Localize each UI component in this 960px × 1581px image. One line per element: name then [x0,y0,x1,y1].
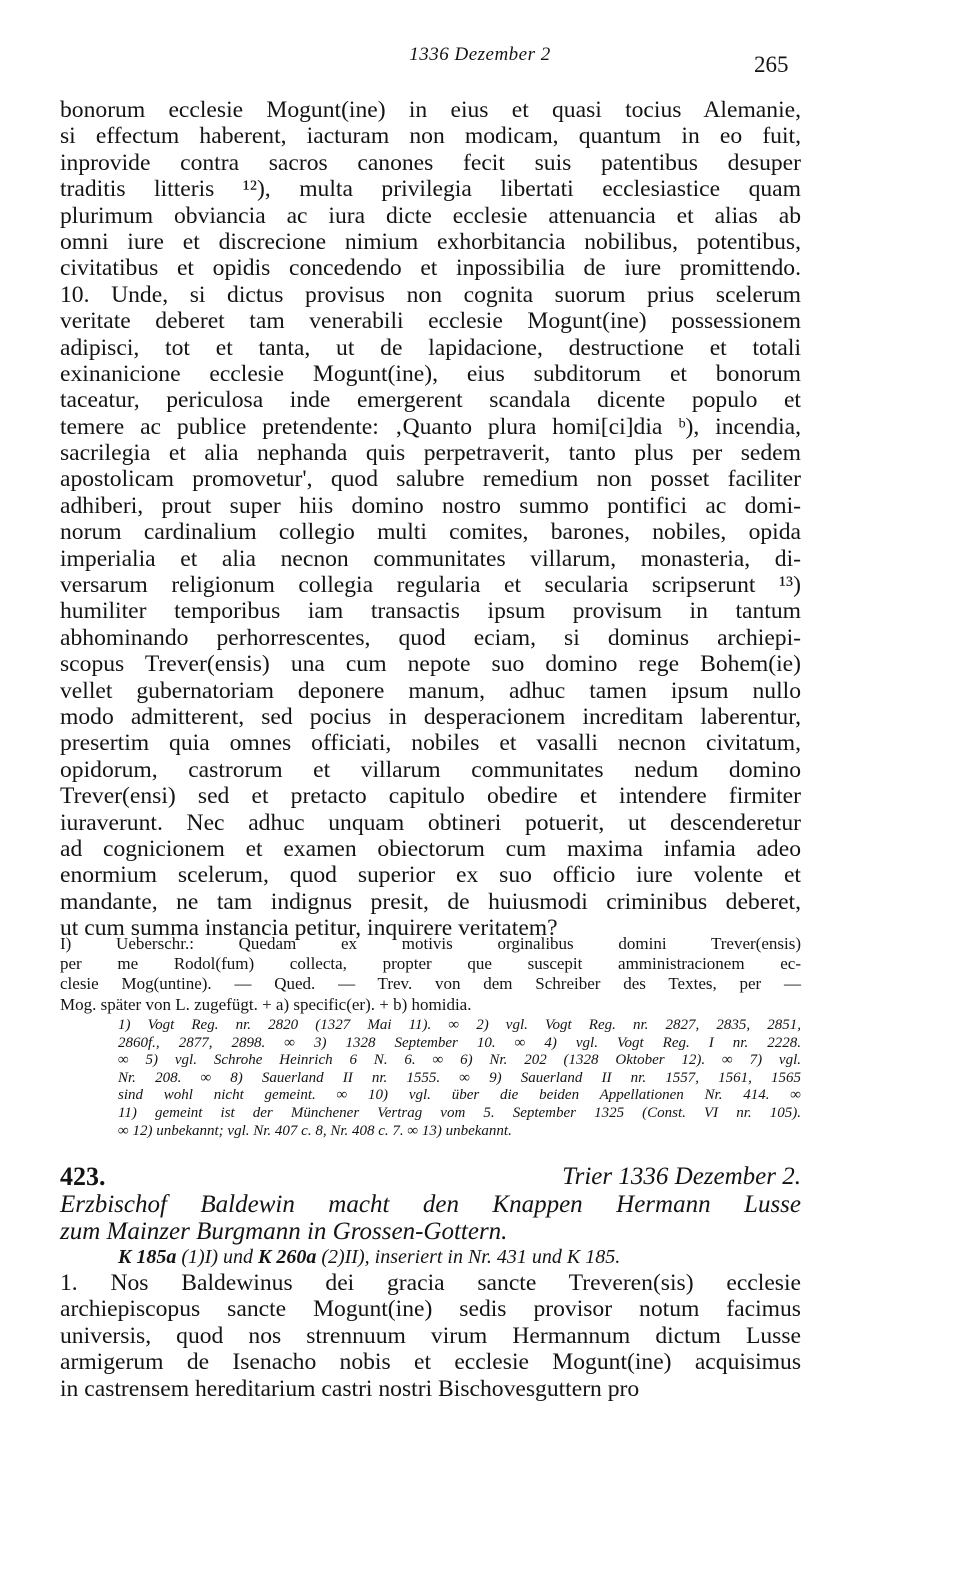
main-text-line: si effectum haberent, iacturam non modicam, quantum in eo fuit, [60,123,801,150]
main-text-line: inprovide contra sacros canones fecit suis patentibus desuper [60,149,801,176]
main-text-block [60,97,801,942]
doc-text-line: in castrensem hereditarium castri nostri Bischovesguttern pro [60,1375,640,1402]
main-text-line: iuraverunt. Nec adhuc unquam obtineri potuerit, ut descenderetur [60,809,801,836]
source-ref-1: K 185a [118,1246,177,1268]
source-ref-2-note: (2)II), [316,1246,370,1268]
main-text-line: versarum religionum collegia regularia et secularia scripserunt ¹³) [60,572,801,599]
main-text-line: traditis litteris ¹²), multa privilegia libertati ecclesiastice quam [60,176,801,203]
source-ref-joiner: und [217,1246,258,1268]
commentary-notes-line: Nr. 208. ∞ 8) Sauerland II nr. 1555. ∞ 9) Sauerland II nr. 1557, 1561, 1565 [118,1069,801,1086]
main-text-line: scopus Trever(ensis) una cum nepote suo domino rege Bohem(ie) [60,651,801,678]
textual-apparatus [60,934,801,1015]
document-text-block [60,1270,801,1402]
textual-notes-line: Mog. später von L. zugefügt. + a) specific(er). + b) homidia. [60,994,472,1014]
main-text-line: enormium scelerum, quod superior ex suo officio iure volente et [60,862,801,889]
doc-text-line: armigerum de Isenacho nobis et ecclesie Mogunt(ine) acquisimus [60,1349,801,1376]
main-text-line: apostolicam promovetur', quod salubre remedium non posset faciliter [60,466,801,493]
main-text-line: humiliter temporibus iam transactis ipsum provisum in tantum [60,598,801,625]
main-text-line: sacrilegia et alia nephanda quis perpetraverit, tanto plus per sedem [60,440,801,467]
main-text-line: veritate deberet tam venerabili ecclesie Mogunt(ine) possessionem [60,308,801,335]
main-text-line: norum cardinalium collegio multi comites, barones, nobiles, opida [60,519,801,546]
running-head: 1336 Dezember 2 [409,44,551,65]
source-reference [118,1245,801,1269]
commentary-notes-line: 11) gemeint ist der Münchener Vertrag vom 5. September 1325 (Const. VI nr. 105). [118,1104,801,1121]
doc-text-line: 1. Nos Baldewinus dei gracia sancte Treveren(sis) ecclesie [60,1270,801,1296]
main-text-line: plurimum obviancia ac iura dicte ecclesie attenuancia et alias ab [60,202,801,229]
document-place-date: Trier 1336 Dezember 2. [562,1163,801,1190]
main-text-line: Trever(ensi) sed et pretacto capitulo obedire et intendere firmiter [60,783,801,810]
textual-notes-line: clesie Mog(untine). — Qued. — Trev. von dem Schreiber des Textes, per — [60,974,801,994]
commentary-notes-line: sind wohl nicht gemeint. ∞ 10) vgl. über die beiden Appellationen Nr. 414. ∞ [118,1087,801,1104]
commentary-notes-line: ∞ 12) unbekannt; vgl. Nr. 407 c. 8, Nr. 408 c. 7. ∞ 13) unbekannt. [118,1122,512,1139]
main-text-line: ut cum summa instancia petitur, inquirere veritatem? [60,915,558,942]
main-text-line: bonorum ecclesie Mogunt(ine) in eius et quasi tocius Alemanie, [60,97,801,123]
main-text-line: temere ac publice pretendente: ‚Quanto plura homi[ci]dia ᵇ), incendia, [60,413,801,440]
main-text-line: 10. Unde, si dictus provisus non cognita suorum prius scelerum [60,281,801,308]
main-text-line: vellet gubernatoriam deponere manum, adhuc tamen ipsum nullo [60,677,801,704]
regest-line: Erzbischof Baldewin macht den Knappen Hermann Lusse [60,1191,801,1218]
textual-notes-line: I) Ueberschr.: Quedam ex motivis orginalibus domini Trever(ensis) [60,934,801,953]
main-text-line: mandante, ne tam indignus presit, de huiusmodi criminibus deberet, [60,888,801,915]
commentary-notes [118,1017,801,1140]
commentary-notes-line: 2860f., 2877, 2898. ∞ 3) 1328 September 10. ∞ 4) vgl. Vogt Reg. I nr. 2228. [118,1034,801,1051]
source-ref-1-note: (1)I) [176,1246,218,1268]
main-text-line: opidorum, castrorum et villarum communitates nedum domino [60,756,801,783]
commentary-notes-line: 1) Vogt Reg. nr. 2820 (1327 Mai 11). ∞ 2) vgl. Vogt Reg. nr. 2827, 2835, 2851, [118,1017,801,1033]
source-ref-rest: inseriert in Nr. 431 und K 185. [369,1246,621,1268]
source-ref-2: K 260a [257,1246,317,1268]
main-text-line: omni iure et discrecione nimium exhorbitancia nobilibus, potentibus, [60,228,801,255]
document-regest [60,1191,801,1245]
main-text-line: taceatur, periculosa inde emergerent scandala dicente populo et [60,387,801,414]
regest-line: zum Mainzer Burgmann in Grossen-Gottern. [60,1218,508,1245]
doc-text-line: archiepiscopus sancte Mogunt(ine) sedis provisor notum facimus [60,1296,801,1323]
main-text-line: ad cognicionem et examen obiectorum cum maxima infamia adeo [60,835,801,862]
document-number: 423. [60,1162,106,1191]
main-text-line: adhiberi, prout super hiis domino nostro summo pontifici ac domi- [60,492,801,519]
page-number: 265 [754,52,789,77]
main-text-line: adipisci, tot et tanta, ut de lapidacione, destructione et totali [60,334,801,361]
main-text-line: imperialia et alia necnon communitates villarum, monasteria, di- [60,545,801,572]
main-text-line: exinanicione ecclesie Mogunt(ine), eius subditorum et bonorum [60,360,801,387]
doc-text-line: universis, quod nos strennuum virum Hermannum dictum Lusse [60,1322,801,1349]
textual-notes-line: per me Rodol(fum) collecta, propter que suscepit amministracionem ec- [60,954,801,974]
main-text-line: abhominando perhorrescentes, quod eciam, si dominus archiepi- [60,624,801,651]
commentary-notes-line: ∞ 5) vgl. Schrohe Heinrich 6 N. 6. ∞ 6) Nr. 202 (1328 Oktober 12). ∞ 7) vgl. [118,1052,801,1069]
main-text-line: presertim quia omnes officiati, nobiles et vasalli necnon civitatum, [60,730,801,757]
main-text-line: civitatibus et opidis concedendo et inpossibilia de iure promittendo. [60,255,801,282]
main-text-line: modo admitterent, sed pocius in desperacionem increditam laberentur, [60,703,801,730]
